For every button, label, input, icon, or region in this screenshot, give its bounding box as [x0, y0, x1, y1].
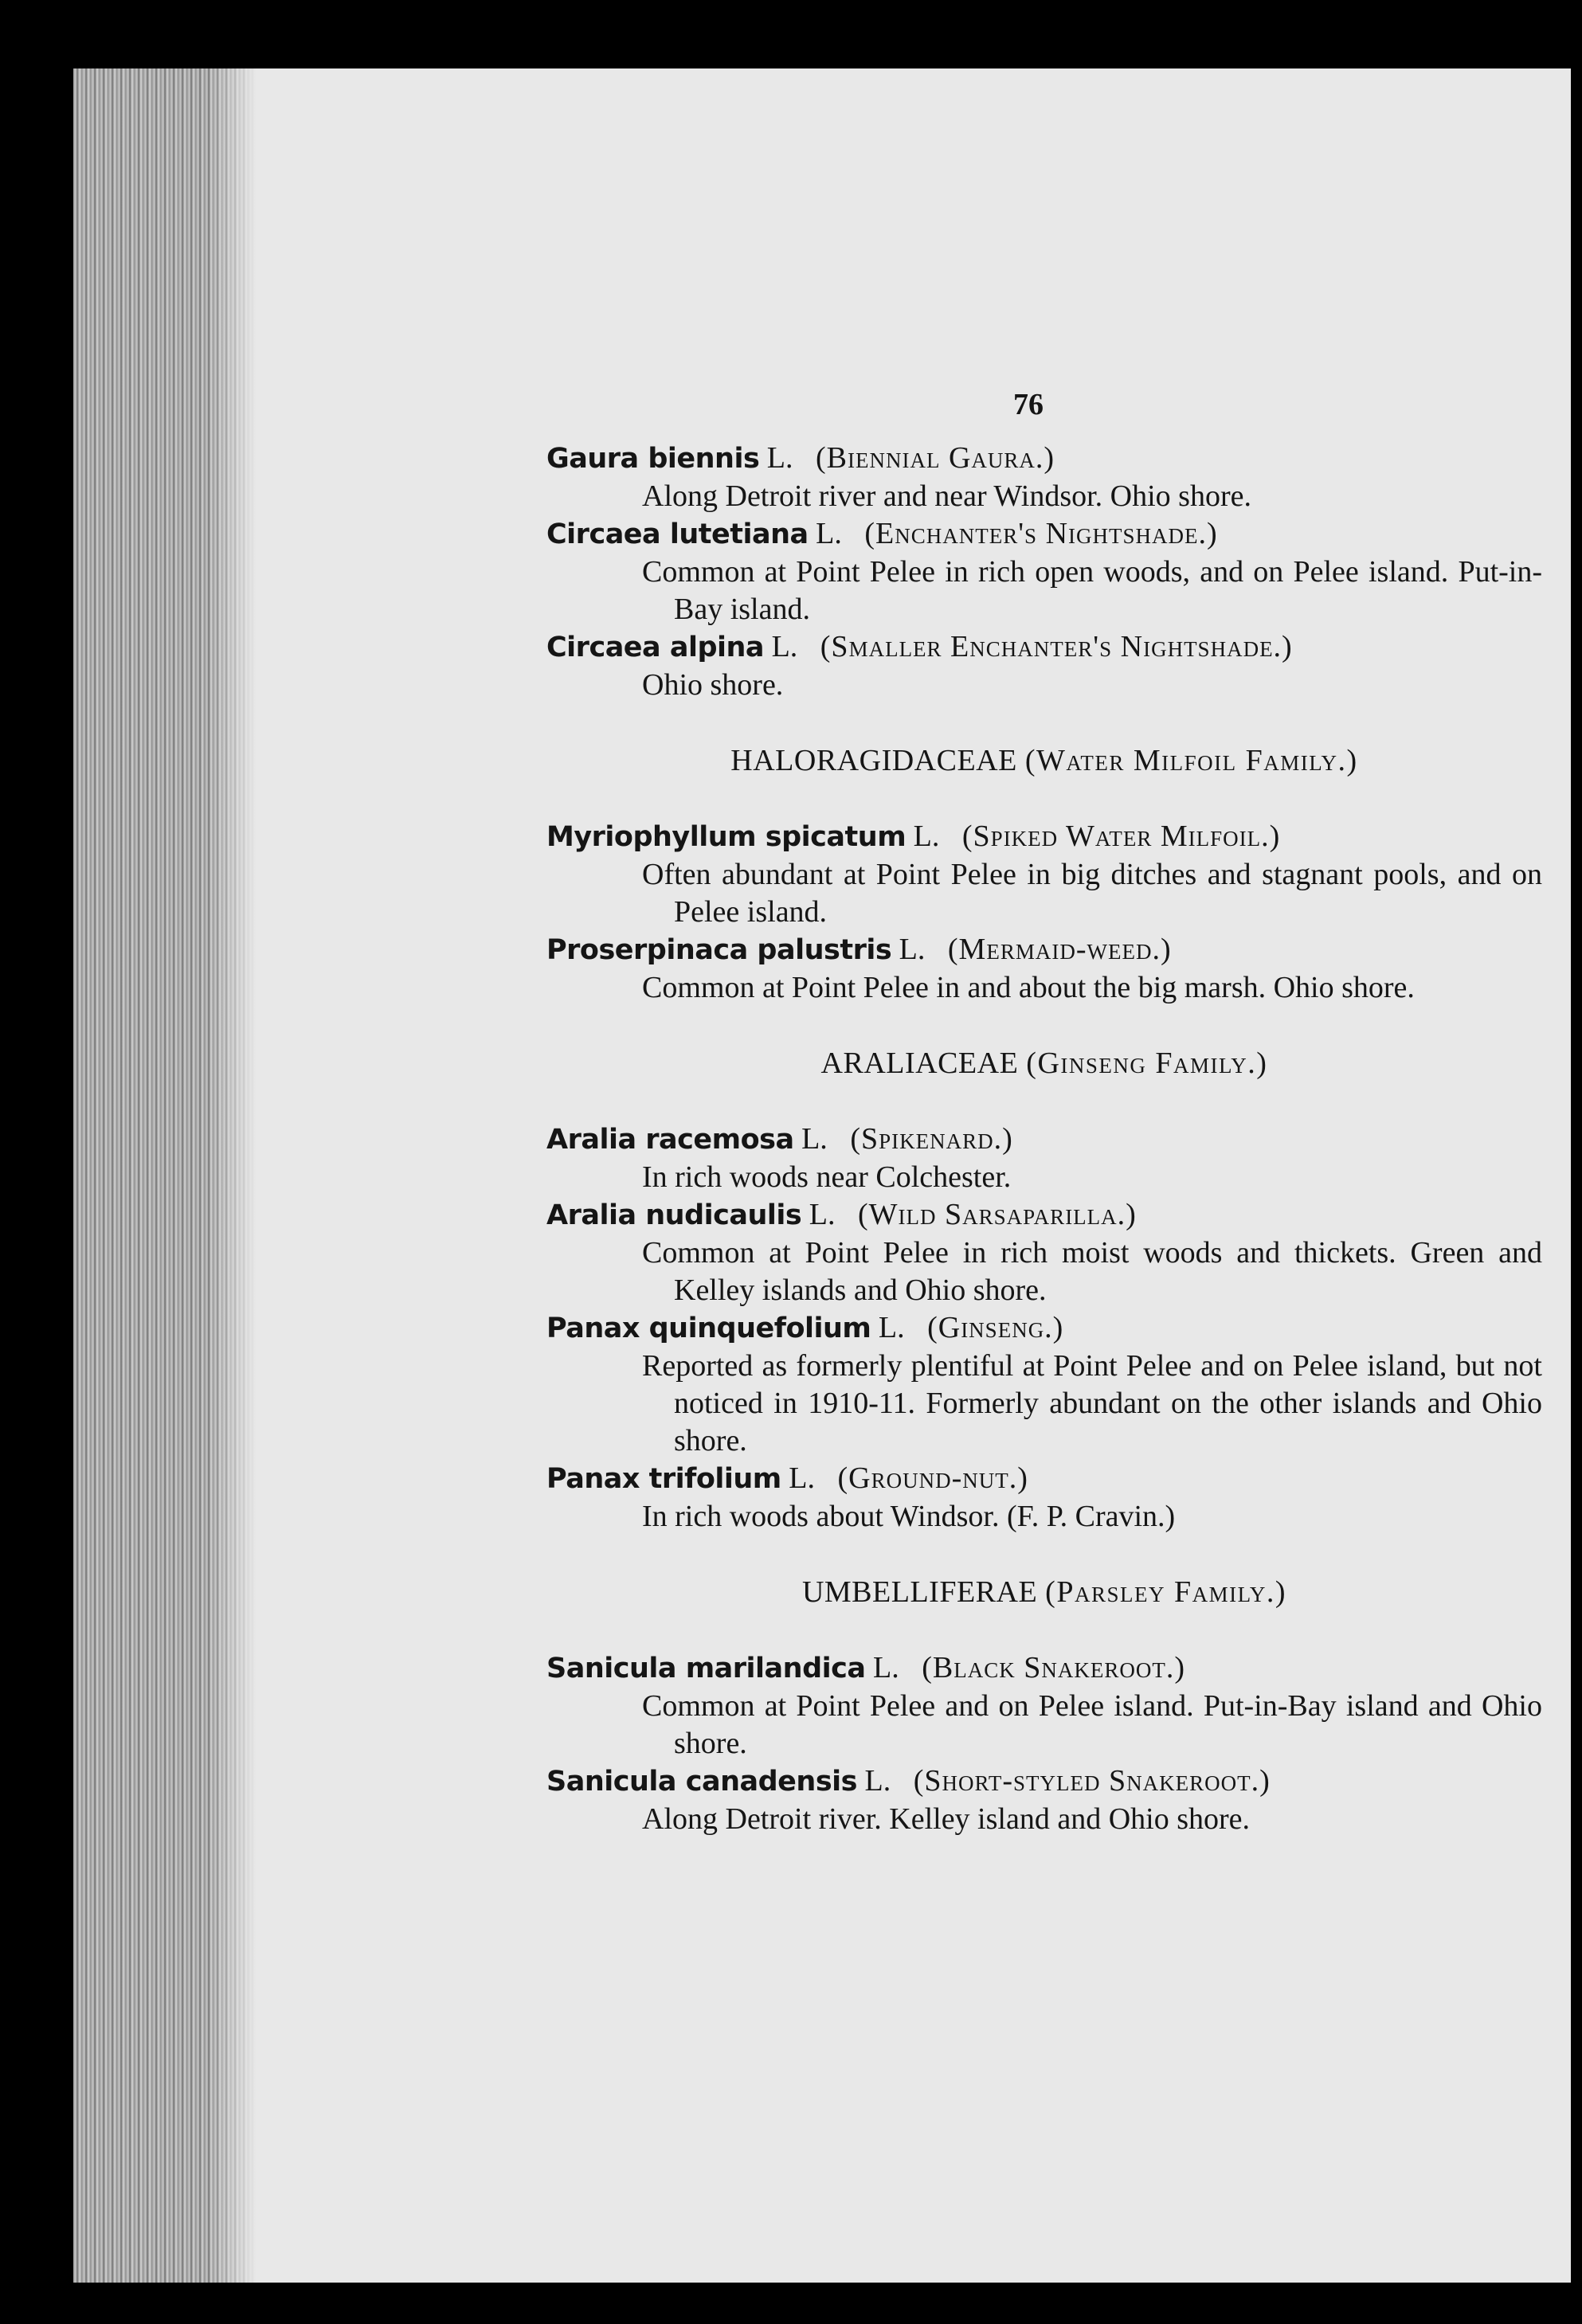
species-author: L. — [809, 1198, 836, 1231]
page-edges — [73, 68, 256, 2283]
species-entry — [546, 931, 1542, 969]
species-name: Proserpinaca palustris — [546, 934, 892, 966]
species-entry — [546, 628, 1542, 667]
species-name: Circaea lutetiana — [546, 518, 809, 550]
book-page — [73, 68, 1571, 2283]
species-name: Circaea alpina — [546, 632, 765, 663]
species-common-name: (Smaller Enchanter's Nightshade.) — [820, 630, 1293, 663]
sections — [546, 440, 1542, 1838]
species-entry — [546, 515, 1542, 554]
species-author: L. — [913, 820, 940, 853]
species-entry — [546, 1649, 1542, 1688]
species-name: Sanicula canadensis — [546, 1766, 857, 1798]
species-name: Aralia racemosa — [546, 1124, 794, 1156]
species-author: L. — [864, 1764, 891, 1798]
family-common-name: (Water Milfoil Family.) — [1024, 744, 1358, 777]
species-common-name: (Spiked Water Milfoil.) — [961, 820, 1281, 853]
family-name: ARALIACEAE — [820, 1047, 1019, 1080]
species-name: Panax quinquefolium — [546, 1313, 871, 1344]
species-entry — [546, 1460, 1542, 1498]
species-entry — [546, 1121, 1542, 1159]
family-name: HALORAGIDACEAE — [730, 744, 1017, 777]
species-name: Aralia nudicaulis — [546, 1199, 802, 1231]
species-entry — [546, 1763, 1542, 1801]
species-common-name: (Mermaid-weed.) — [947, 933, 1172, 966]
species-note: In rich woods near Colchester. — [642, 1160, 1012, 1194]
species-common-name: (Ginseng.) — [927, 1311, 1064, 1344]
species-common-name: (Black Snakeroot.) — [922, 1651, 1185, 1684]
species-author: L. — [789, 1461, 815, 1495]
species-common-name: (Ground-nut.) — [837, 1461, 1028, 1495]
species-name: Gaura biennis — [546, 443, 760, 475]
page-content — [546, 387, 1542, 1838]
species-entry — [546, 1309, 1542, 1348]
species-author: L. — [771, 630, 798, 663]
species-author: L. — [878, 1311, 905, 1344]
species-note: Ohio shore. — [642, 668, 784, 702]
species-note: Along Detroit river and near Windsor. Ohio shore. — [642, 479, 1251, 513]
species-author: L. — [766, 441, 793, 475]
family-name: UMBELLIFERAE — [801, 1575, 1038, 1609]
species-note: Along Detroit river. Kelley island and Ohio shore. — [642, 1802, 1251, 1836]
species-note: Often abundant at Point Pelee in big ditches and stagnant pools, and on Pelee island. — [642, 858, 1542, 929]
species-entry — [546, 818, 1542, 856]
species-note: Common at Point Pelee in and about the big marsh. Ohio shore. — [642, 971, 1415, 1004]
species-note: Common at Point Pelee in rich open woods, and on Pelee island. Put-in-Bay island. — [642, 555, 1542, 626]
family-heading — [546, 1574, 1542, 1611]
page-number: 76 — [1013, 388, 1044, 421]
species-common-name: (Short-styled Snakeroot.) — [913, 1764, 1271, 1798]
species-name: Myriophyllum spicatum — [546, 821, 907, 853]
species-author: L. — [801, 1122, 828, 1156]
species-entry — [546, 440, 1542, 478]
species-author: L. — [873, 1651, 899, 1684]
species-entry — [546, 1196, 1542, 1234]
species-name: Panax trifolium — [546, 1463, 781, 1495]
species-note: In rich woods about Windsor. (F. P. Cravin.) — [642, 1500, 1176, 1533]
family-heading — [546, 1045, 1542, 1082]
species-note: Common at Point Pelee in rich moist woods and thickets. Green and Kelley islands and Ohio shore. — [642, 1236, 1542, 1307]
species-common-name: (Wild Sarsaparilla.) — [857, 1198, 1137, 1231]
family-common-name: (Parsley Family.) — [1045, 1575, 1287, 1609]
species-note: Reported as formerly plentiful at Point Pelee and on Pelee island, but not noticed in 1910-11. Formerly abundant on the other islands and Ohio shore. — [642, 1349, 1542, 1457]
species-author: L. — [899, 933, 926, 966]
species-common-name: (Biennial Gaura.) — [816, 441, 1055, 475]
species-name: Sanicula marilandica — [546, 1653, 866, 1684]
family-heading — [546, 742, 1542, 780]
family-common-name: (Ginseng Family.) — [1026, 1047, 1268, 1080]
species-note: Common at Point Pelee and on Pelee island. Put-in-Bay island and Ohio shore. — [642, 1689, 1542, 1760]
species-author: L. — [816, 517, 842, 550]
species-common-name: (Enchanter's Nightshade.) — [864, 517, 1218, 550]
species-common-name: (Spikenard.) — [850, 1122, 1013, 1156]
